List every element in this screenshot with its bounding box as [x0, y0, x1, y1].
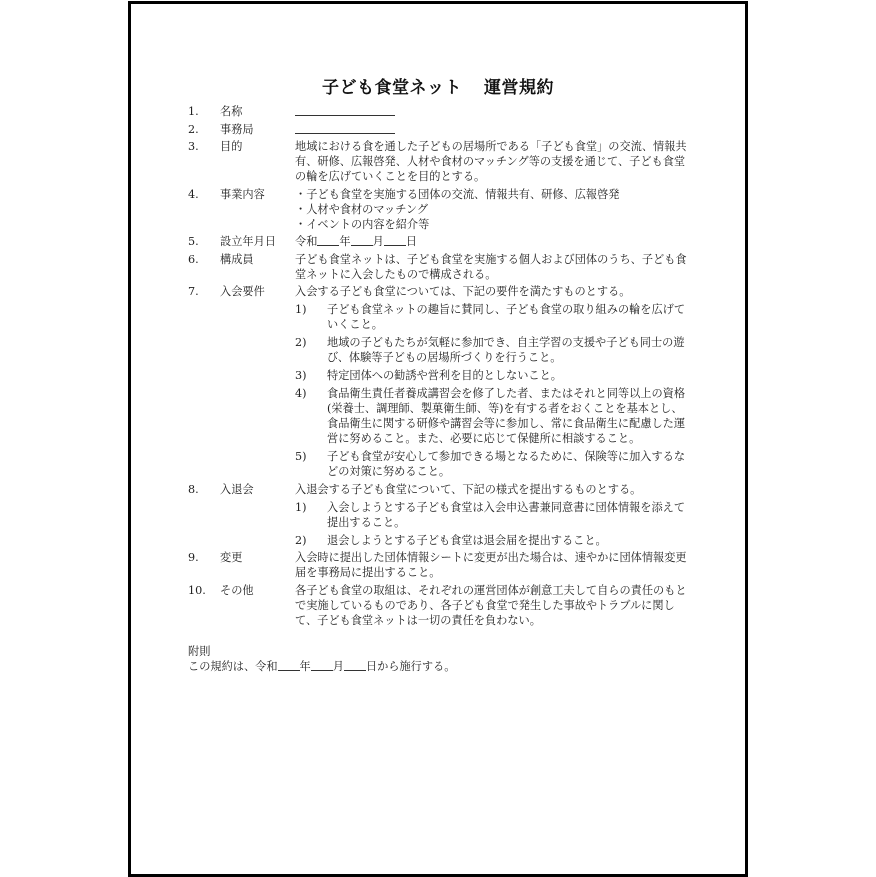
establishment-date [295, 234, 688, 249]
article-number: 7. [188, 285, 199, 298]
bullet-item: ・子ども食堂を実施する団体の交流、情報共有、研修、広報啓発 [295, 187, 620, 201]
name-blank-field [295, 104, 395, 116]
requirement-item [295, 368, 688, 383]
article-label: 入退会 [220, 482, 254, 496]
article-label: 設立年月日 [220, 235, 276, 248]
item-text: 子ども食堂が安心して参加できる場となるために、保険等に加入するなどの対策に努めること。 [327, 450, 686, 478]
article-label: 入会要件 [220, 285, 265, 298]
form-item [295, 533, 688, 548]
article-text: 入退会する子ども食堂について、下記の様式を提出するものとする。 [295, 482, 642, 496]
month-label: 月 [332, 659, 344, 673]
requirement-item [295, 335, 688, 365]
articles-list [188, 104, 688, 674]
article-10 [188, 583, 688, 628]
article-6 [188, 252, 688, 282]
article-number: 1. [188, 105, 199, 118]
item-text: 退会しようとする子ども食堂は退会届を提出すること。 [327, 533, 607, 547]
year-blank [317, 234, 339, 246]
article-text: 入会する子ども食堂については、下記の要件を満たすものとする。 [295, 285, 631, 298]
article-number: 6. [188, 252, 199, 266]
article-number: 5. [188, 235, 199, 248]
day-label: 日 [405, 235, 417, 248]
era-label: 令和 [295, 235, 318, 248]
item-number: 4) [295, 387, 307, 400]
article-label: 事務局 [220, 122, 254, 136]
appendix [188, 644, 688, 674]
bullet-item: ・イベントの内容を紹介等 [295, 217, 430, 231]
article-text: 各子ども食堂の取組は、それぞれの運営団体が創意工夫して自らの責任のもとで実施しているものであり、各子ども食堂で発生した事故やトラブルに関して、子ども食堂ネットは一切の責任を負わない。 [295, 583, 687, 627]
day-blank [344, 659, 366, 671]
article-label: その他 [220, 583, 254, 597]
item-text: 地域の子どもたちが気軽に参加でき、自主学習の支援や子ども同士の遊び、体験等子どもの居場所づくりを行うこと。 [327, 336, 685, 364]
item-number: 3) [295, 369, 307, 382]
year-label: 年 [339, 235, 351, 248]
article-7 [188, 284, 688, 479]
article-number: 9. [188, 551, 199, 564]
appendix-heading: 附則 [188, 644, 211, 658]
item-number: 1) [295, 500, 307, 514]
article-text: 地域における食を通した子どもの居場所である「子ども食堂」の交流、情報共有、研修、広報啓発、人材や食材のマッチング等の支援を通じて、子ども食堂の輪を広げていくことを目的とする。 [295, 140, 687, 183]
item-number: 2) [295, 336, 307, 349]
day-blank [384, 234, 406, 246]
office-blank-field [295, 122, 395, 134]
month-blank [311, 659, 333, 671]
article-number: 4. [188, 187, 199, 201]
month-label: 月 [372, 235, 384, 248]
title-org-name: 子ども食堂ネット [322, 78, 462, 98]
item-number: 1) [295, 303, 307, 316]
article-number: 10. [188, 583, 206, 597]
item-number: 2) [295, 533, 307, 547]
article-label: 構成員 [220, 252, 254, 266]
article-1 [188, 104, 688, 119]
year-label: 年 [299, 659, 311, 673]
article-label: 事業内容 [220, 187, 265, 201]
article-3 [188, 139, 688, 184]
item-text: 特定団体への勧誘や営利を目的としないこと。 [327, 369, 562, 382]
article-9 [188, 550, 688, 580]
month-blank [351, 234, 373, 246]
document-title [0, 73, 876, 98]
item-text: 食品衛生責任者養成講習会を修了した者、またはそれと同等以上の資格(栄養士、調理師、製菓衛生師、等)を有する者をおくことを基本とし、食品衛生に関する研修や講習会等に参加し、常に食品衛生に配慮した運営に努めること。また、必要に応じて保健所に相談すること。 [327, 387, 686, 445]
article-5 [188, 234, 688, 249]
article-text: 入会時に提出した団体情報シートに変更が出た場合は、速やかに団体情報変更届を事務局に提出すること。 [295, 551, 687, 579]
title-doc-type: 運営規約 [484, 78, 554, 98]
effective-suffix: 日から施行する。 [365, 659, 456, 673]
effective-prefix: この規約は、令和 [188, 659, 278, 673]
article-text: 子ども食堂ネットは、子ども食堂を実施する個人および団体のうち、子ども食堂ネットに入会したもので構成される。 [295, 252, 687, 281]
year-blank [278, 659, 300, 671]
requirement-item [295, 386, 688, 446]
effective-date-line [188, 659, 688, 674]
article-2 [188, 122, 688, 137]
article-label: 目的 [220, 140, 243, 153]
article-label: 変更 [220, 551, 243, 564]
article-number: 3. [188, 140, 199, 153]
requirement-item [295, 449, 688, 479]
article-8 [188, 482, 688, 548]
article-number: 2. [188, 122, 199, 136]
article-4 [188, 187, 688, 232]
article-label: 名称 [220, 105, 243, 118]
item-number: 5) [295, 450, 307, 463]
form-item [295, 500, 688, 530]
item-text: 子ども食堂ネットの趣旨に賛同し、子ども食堂の取り組みの輪を広げていくこと。 [327, 303, 686, 331]
article-number: 8. [188, 482, 199, 496]
requirement-item [295, 302, 688, 332]
item-text: 入会しようとする子ども食堂は入会申込書兼同意書に団体情報を添えて提出すること。 [327, 500, 686, 529]
bullet-item: ・人材や食材のマッチング [295, 202, 429, 216]
